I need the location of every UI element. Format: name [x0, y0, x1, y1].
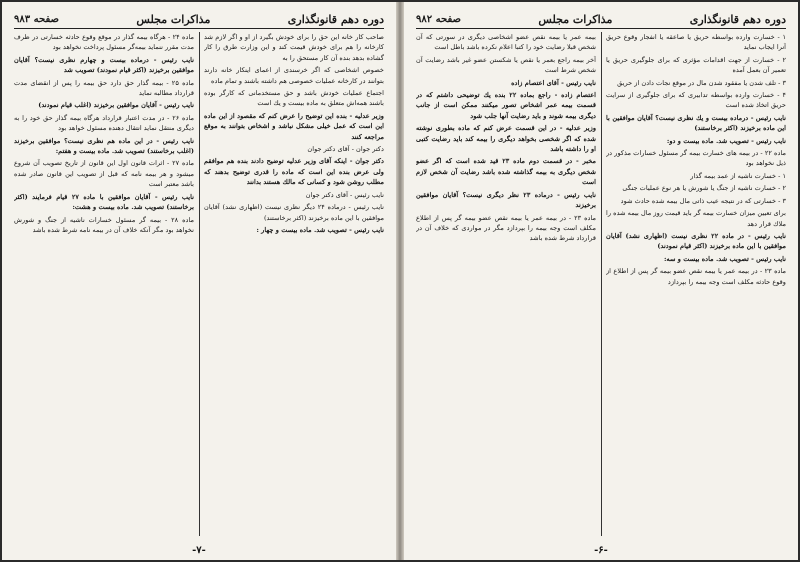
- paragraph: ماده ۲۳ - در بیمه عمر یا بیمه نقص عضو بیمه گر پس از اطلاع از وقوع حادثه مكلف است وجه بیمه را بپردازد: [606, 267, 786, 286]
- right-page-columns: [416, 32, 786, 536]
- paragraph: ۳ - خسارتی كه در نتیجه عیب ذاتی مال بیمه شده حادث شود: [620, 196, 786, 205]
- paragraph: ماده ۲۳ - در بیمه عمر یا بیمه نقص عضو بیمه گر پس از اطلاع مكلف است وجه بیمه را بپردازد مگر در مواردی كه خلاف آن در قرارداد شرط شده باشد: [416, 213, 596, 243]
- left-header-session: دوره دهم قانونگذاری: [287, 12, 384, 26]
- column-divider: [601, 32, 602, 536]
- right-header-session: دوره دهم قانونگذاری: [689, 12, 786, 26]
- paragraph: صاحب كار خانه این حق را برای خودش بگیرد از او و اگر لازم شد كارخانه را هم برای خودش قیمت كند و این وزارت طرق را كار گشاده بدهد بنده آن كار مستحق را به: [204, 33, 384, 62]
- left-header-page-label: صفحه ۹۸۳: [14, 13, 59, 25]
- paragraph: خصوص اشخاصی كه اگر خرسندی از اعمای اینكار خانه دارند بتوانند در كارخانه عملیات خصوصی هم داشته باشند و تمام ماده: [204, 66, 384, 85]
- paragraph: ۲ - خسارت ناشیه از جنگ یا شورش یا هر نوع عملیات جنگی: [622, 184, 786, 193]
- left-page-header: [14, 10, 384, 29]
- paragraph: اعتصام زاده - راجع بماده ۲۲ بنده یك توضیحی داشتم كه در قسمت بیمه عمر اشخاص تصور میكنند ممكن است از جانب دیگری بیمه شوند و باید رضایت آنها جلب شود: [416, 91, 596, 120]
- paragraph: ماده ۲۶ - در مدت اعتبار قرارداد هرگاه بیمه گذار حق خود را به دیگری منتقل نماید انتقال دهنده مسئول خواهد بود: [14, 113, 194, 133]
- left-page-right-column: [204, 32, 384, 536]
- paragraph: نایب رئیس - تصویب شد. ماده بیست و سه:: [663, 254, 786, 263]
- paragraph: نایب رئیس - آقایان موافقین با ماده ۲۷ قیام فرمایند (اكثر برخاستند) تصویب شد. ماده بیست و هشت:: [14, 192, 194, 212]
- paragraph: ماده ۲۵ - بیمه گذار حق دارد حق بیمه را پس از انقضای مدت قرارداد مطالبه نماید: [14, 78, 194, 98]
- paragraph: نایب رئیس - درماده ۲۴ دیگر نظری نیست (اظهاری نشد) آقایان موافقین با این ماده برخیزند (اكثر برخاستند): [204, 203, 384, 222]
- column-divider: [199, 32, 200, 536]
- paragraph: نایب رئیس - در این ماده هم نظری نیست؟ موافقین برخیزند (اغلب برخاستند) تصویب شد. ماده بیست و هفتم:: [14, 136, 194, 156]
- paragraph: نایب رئیس - تصویب شد. ماده بیست و دو:: [666, 136, 786, 145]
- paragraph: دكتر جوان - آقای دكتر جوان: [307, 145, 384, 154]
- paragraph: نایب رئیس - درماده بیست و یك نظری نیست؟ آقایان موافقین با این ماده برخیزند (اكثر برخاستند): [606, 113, 786, 133]
- paragraph: ۴ - خسارت وارده بواسطه تدابیری كه برای جلوگیری از سرایت حریق اتخاذ شده است: [606, 91, 786, 110]
- paragraph: بیمه عمر یا بیمه نقص عضو اشخاصی دیگری در سورتی كه آن شخص قبلا رضایت خود را كتبا اعلام نكرده باشد باطل است: [416, 33, 596, 52]
- right-page-number: -۶-: [594, 545, 608, 556]
- paragraph: نایب رئیس - آقای اعتصام زاده: [511, 78, 596, 87]
- paragraph: وزیر عدلیه - بنده این توضیح را عرض كنم كه مقصود از این ماده این است كه عمل خیلی مشكل نباشد و اشخاص بتوانند به موقع مراجعه كنند: [204, 111, 384, 141]
- paragraph: ماده ۲۲ - در بیمه های خسارت بیمه گر مسئول خسارات مذكور در ذیل نخواهد بود: [606, 149, 786, 168]
- left-header-title: مذاكرات مجلس: [136, 12, 211, 26]
- right-page-header: [416, 10, 786, 29]
- paragraph: ۳ - تلف شدن یا مفقود شدن مال در موقع نجات دادن از حریق: [617, 78, 786, 87]
- paragraph: ۱ - خسارت ناشیه از عمد بیمه گذار: [690, 171, 786, 180]
- paragraph: ۲ - خسارت از جهت اقدامات مؤثری كه برای جلوگیری حریق یا تعمیر آن بعمل آمده: [606, 55, 786, 75]
- paragraph: اجتماع عملیات خودش باشد و حق مستخدمانی كه كارگر بوده باشند همه‌اش متعلق به ماده بیست و یك است: [204, 89, 384, 108]
- right-page-left-column: [416, 32, 596, 536]
- paragraph: نایب رئیس - درماده ۲۳ نظر دیگری نیست؟ آقایان موافقین برخیزند: [416, 190, 596, 210]
- left-page: [2, 2, 396, 560]
- paragraph: ماده ۲۷ - اثرات قانون اول این قانون از تاریخ تصویب آن شروع میشود و هر بیمه نامه كه قبل از تصویب این قانون صادر شده باشد معتبر است: [14, 159, 194, 189]
- paragraph: ماده ۲۸ - بیمه گر مسئول خسارات ناشیه از جنگ و شورش نخواهد بود مگر آنكه خلاف آن در بیمه نامه شرط شده باشد: [14, 215, 194, 234]
- paragraph: ۱ - خسارت وارده بواسطه حریق یا صاعقه یا انفجار وقوع حریق آنرا ایجاب نماید: [606, 33, 786, 52]
- right-page-right-column: [606, 32, 786, 536]
- paragraph: دکتر جوان - اینكه آقای وزیر عدلیه توضیح دادند بنده هم موافقم ولی عرض بنده این است كه ماده را قدری توضیح بدهند كه مطلب روشن شود و كسانی كه مالك هستند بدانند: [204, 157, 384, 187]
- paragraph: وزیر عدلیه - در این قسمت عرض كنم كه ماده بطوری نوشته شده كه اگر شخصی بخواهد دیگری را بیمه كند باید رضایت كتبی او را داشته باشد: [416, 124, 596, 154]
- left-page-left-column: [14, 32, 194, 536]
- paragraph: نایب رئیس - آقایان موافقین برخیزند (اغلب قیام نمودند): [38, 101, 194, 110]
- paragraph: برای تعیین میزان خسارت بیمه گر باید قیمت روز مال بیمه شده را ملاك قرار دهد: [606, 209, 786, 228]
- paragraph: ماده ۲۴ - هرگاه بیمه گذار در موقع وقوع حادثه خسارتی در ظرف مدت مقرر ننماید بیمه‌گر مسئول پرداخت نخواهد بود: [14, 33, 194, 52]
- left-page-columns: [14, 32, 384, 536]
- book-spread: [2, 2, 798, 560]
- book-gutter: [396, 2, 404, 560]
- paragraph: نایب رئیس - آقای دكتر جوان: [305, 190, 384, 199]
- paragraph: آخر بیمه راجع بعمر یا نقص یا شكستن عضو غیر باشد رضایت آن شخص شرط است: [416, 55, 596, 75]
- paragraph: نایب رئیس - درماده بیست و چهارم نظری نیست؟ آقایان موافقین برخیزند (اكثر قیام نمودند) تصویب شد: [14, 55, 194, 75]
- right-header-page-label: صفحه ۹۸۲: [416, 13, 461, 25]
- paragraph: مخبر - در قسمت دوم ماده ۲۳ قید شده است كه اگر عضو شخص دیگری به بیمه گذاشته شده باشد رضایت آن شخص لازم است: [416, 157, 596, 187]
- paragraph: نایب رئیس - در ماده ۲۲ نظری نیست (اظهاری نشد) آقایان موافقین با این ماده برخیزند (اكثر قیام نمودند): [606, 231, 786, 251]
- right-page: [404, 2, 798, 560]
- right-header-title: مذاكرات مجلس: [538, 12, 613, 26]
- paragraph: نایب رئیس - تصویب شد. ماده بیست و چهار :: [256, 225, 384, 234]
- left-page-number: -۷-: [192, 545, 206, 556]
